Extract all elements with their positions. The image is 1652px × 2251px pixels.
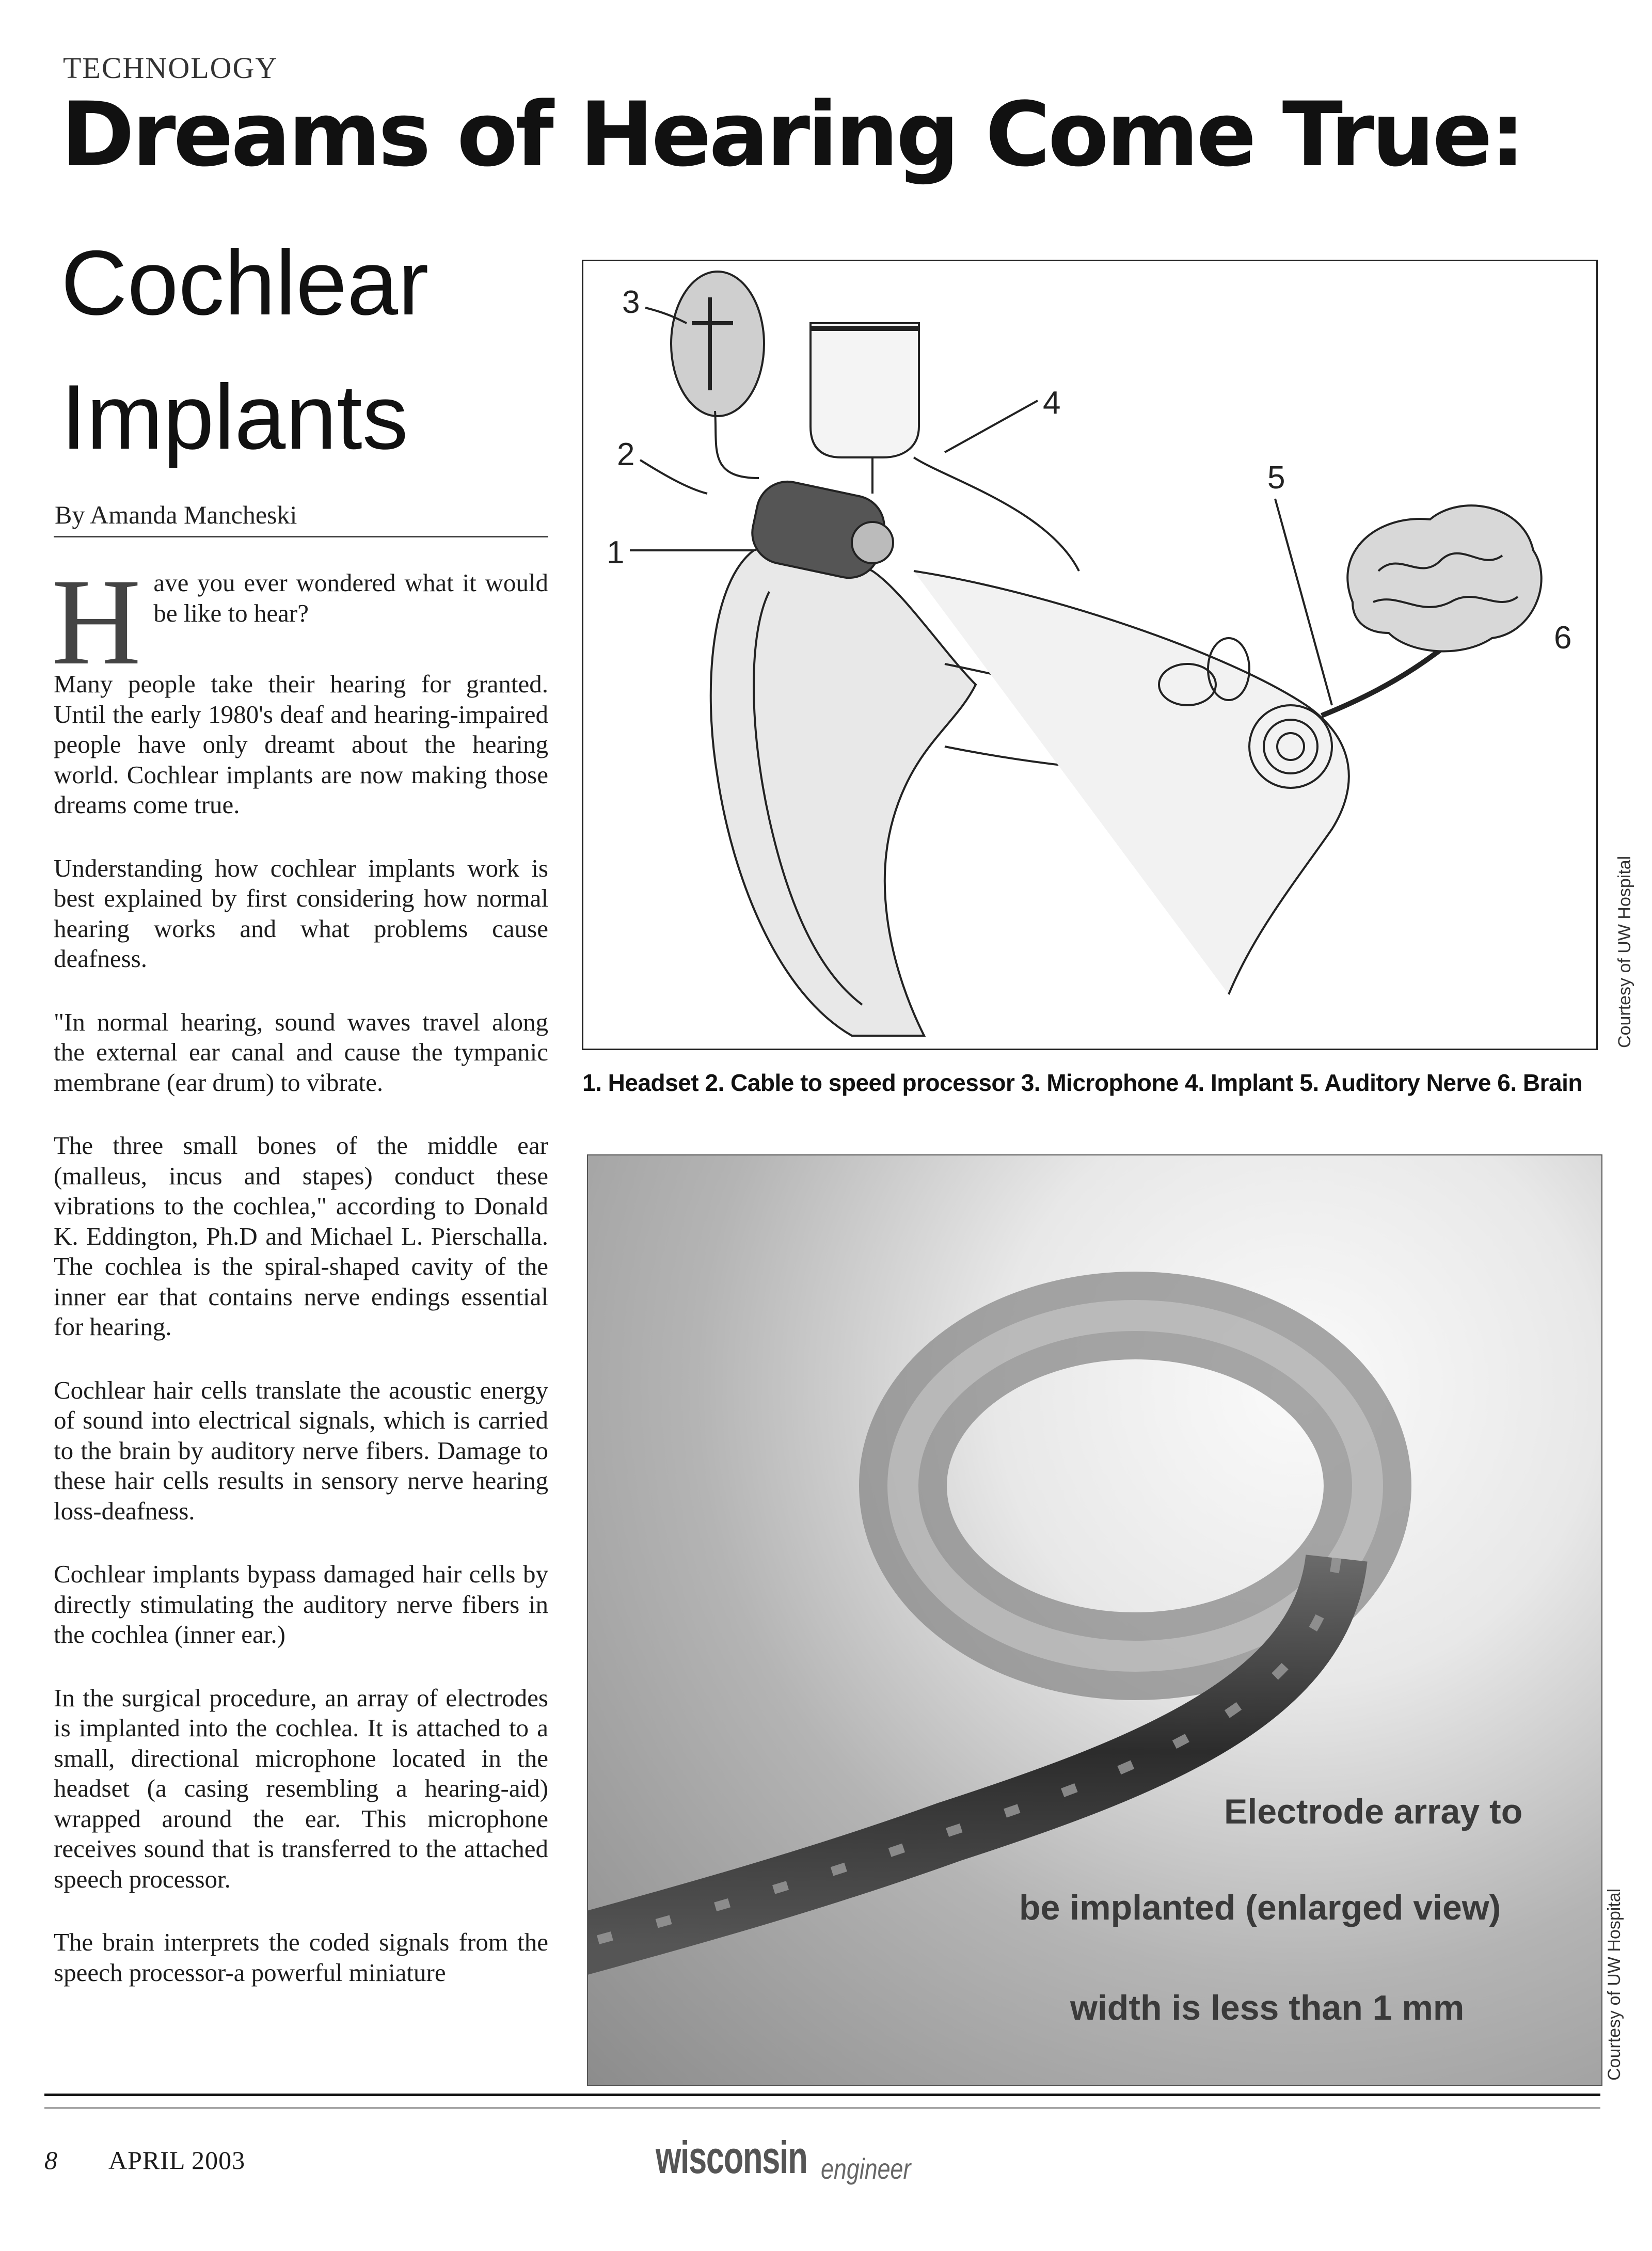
paragraph-intro xyxy=(52,553,548,690)
page-number: 8 xyxy=(44,2146,57,2175)
footer-rule-thick xyxy=(44,2094,1600,2096)
paragraph-3: Understanding how cochlear implants work is best explained by first considering how normal hearing works and what problems cause deafness. xyxy=(54,853,548,973)
photo-label-line-1: Electrode array to xyxy=(1224,1792,1523,1831)
paragraph-intro-text: ave you ever wondered what it would be like to hear? xyxy=(153,568,548,627)
section-label: TECHNOLOGY xyxy=(63,51,278,85)
ear-anatomy-diagram xyxy=(582,260,1598,1050)
paragraph-8: In the surgical procedure, an array of electrodes is implanted into the cochlea. It is attached to a small, directional microphone located in the headset (a casing resembling a hearing-aid) wrapped around the ear. This microphone receives sound that is transferred to the attached speech processor. xyxy=(54,1683,548,1893)
paragraph-9: The brain interprets the coded signals from the speech processor-a powerful miniature xyxy=(54,1928,548,1987)
figure1-credit: Courtesy of UW Hospital xyxy=(1615,855,1634,1048)
paragraph-7: Cochlear implants bypass damaged hair cells by directly stimulating the auditory nerve fibers in the cochlea (inner ear.) xyxy=(54,1560,548,1648)
paragraph-6: Cochlear hair cells translate the acoustic energy of sound into electrical signals, which is carried to the brain by auditory nerve fibers. Damage to these hair cells results in sensory nerve hearing loss-deafness. xyxy=(54,1375,548,1525)
article-subheadline xyxy=(61,216,428,484)
logo-subword: engineer xyxy=(821,2152,911,2185)
diagram-label-6: 6 xyxy=(1554,620,1572,656)
diagram-label-3: 3 xyxy=(622,284,640,320)
photo-label-line-2: be implanted (enlarged view) xyxy=(1019,1888,1501,1927)
paragraph-4: "In normal hearing, sound waves travel along the external ear canal and cause the tympanic membrane (ear drum) to vibrate. xyxy=(54,1007,548,1097)
subheadline-line-2: Implants xyxy=(61,366,408,468)
diagram-label-4: 4 xyxy=(1043,385,1061,421)
drop-cap: H xyxy=(52,553,141,690)
logo-wordmark: wisconsin xyxy=(656,2132,807,2183)
electrode-array-illustration xyxy=(588,1155,1601,2085)
issue-date: APRIL 2003 xyxy=(108,2146,246,2175)
byline-divider xyxy=(54,536,548,537)
diagram-label-2: 2 xyxy=(617,437,635,472)
photo-label-line-3: width is less than 1 mm xyxy=(1070,1988,1465,2027)
figure2-credit: Courtesy of UW Hospital xyxy=(1605,1888,1624,2081)
magazine-logo xyxy=(656,2131,911,2185)
article-headline: Dreams of Hearing Come True: xyxy=(61,83,1523,186)
diagram-label-1: 1 xyxy=(607,535,625,570)
paragraph-5: The three small bones of the middle ear (malleus, incus and stapes) conduct these vibrations to the cochlea," according to Donald K. Eddington, Ph.D and Michael L. Pierschalla. The cochlea is the spiral-shaped cavity of the inner ear that contains nerve endings essential for hearing. xyxy=(54,1131,548,1341)
diagram-label-5: 5 xyxy=(1267,460,1285,496)
subheadline-line-1: Cochlear xyxy=(61,231,429,334)
paragraph-2: Many people take their hearing for granted. Until the early 1980's deaf and hearing-impaired people have only dreamt about the hearing world. Cochlear implants are now making those dreams come true. xyxy=(54,670,548,819)
figure1-caption: 1. Headset 2. Cable to speed processor 3. Microphone 4. Implant 5. Auditory Nerve 6. Brain xyxy=(582,1069,1582,1096)
byline: By Amanda Mancheski xyxy=(55,500,297,529)
article-body xyxy=(52,553,548,2021)
footer-rule-thin xyxy=(44,2107,1600,2109)
ear-diagram-illustration xyxy=(583,261,1596,1049)
electrode-array-photo xyxy=(587,1154,1602,2086)
